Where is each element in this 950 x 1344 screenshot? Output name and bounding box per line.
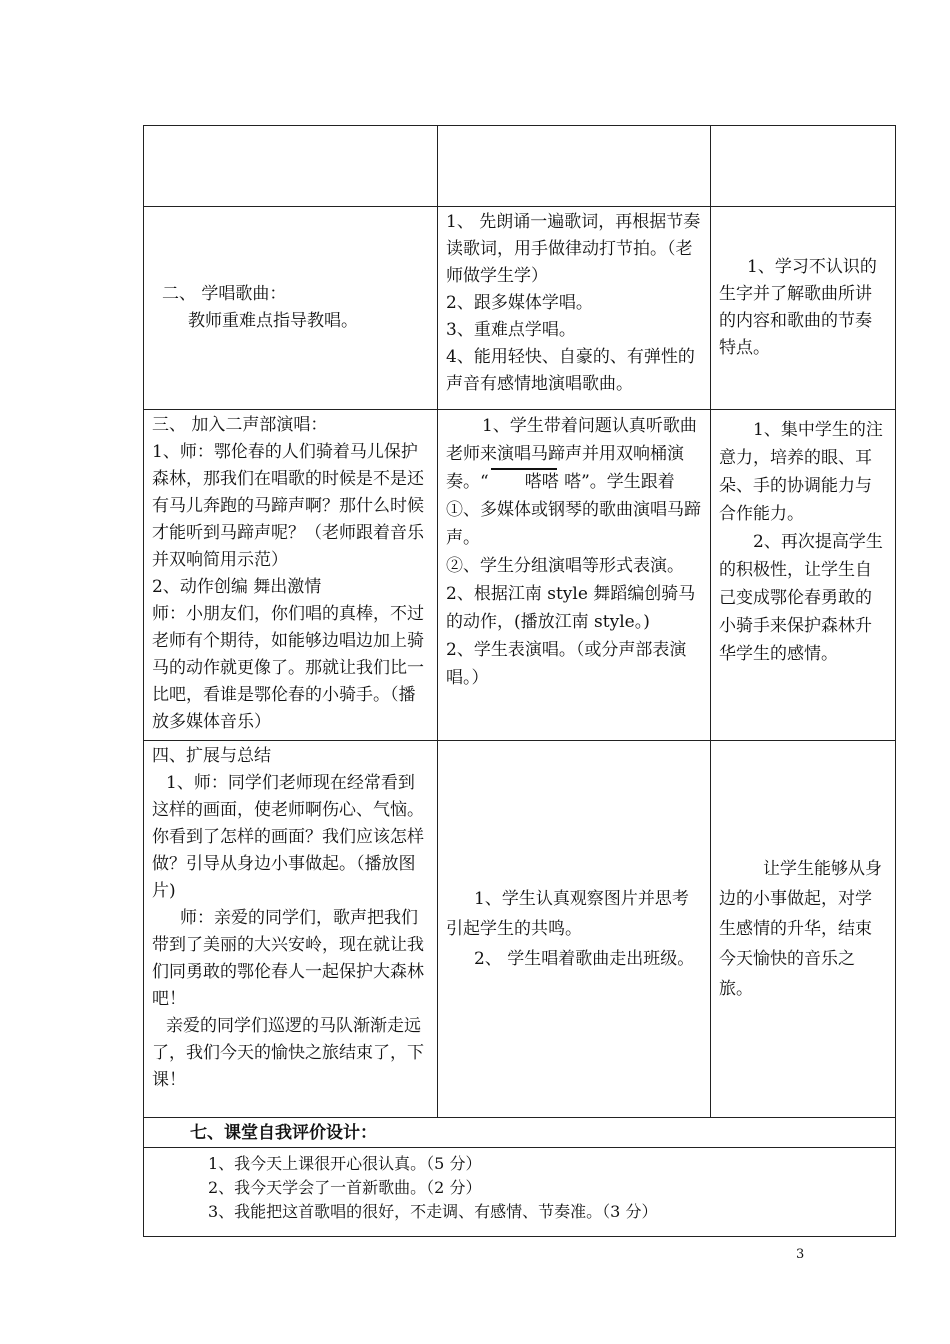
cell-text: ②、学生分组演唱等形式表演。: [446, 556, 684, 576]
empty-cell: [711, 126, 896, 207]
cell-text: 1、师：鄂伦春的人们骑着马儿保护森林，那我们在唱歌的时候是不是还有马儿奔跑的马蹄声啊？那什么时候才能听到马蹄声呢？（老师跟着音乐并双响简用示范）: [152, 442, 424, 570]
cell-text: 1、 先朗诵一遍歌词，再根据节奏读歌词，用手做律动打节拍。（老师做学生学）: [446, 212, 701, 286]
cell-text: 1、学生认真观察图片并思考引起学生的共鸣。: [446, 889, 689, 939]
empty-cell: [144, 126, 438, 207]
cell-text: 4、能用轻快、自豪的、有弹性的声音有感情地演唱歌曲。: [446, 347, 695, 394]
cell-text: 3、重难点学唱。: [446, 320, 576, 340]
cell-text: 2、再次提高学生的积极性，让学生自己变成鄂伦春勇敢的小骑手来保护森林升华学生的感情。: [719, 532, 883, 664]
cell-text-part: 嗒”。学生跟着①、多媒体或钢琴的歌曲演唱马蹄声。: [446, 472, 701, 548]
eval-heading: 七、课堂自我评价设计：: [144, 1118, 896, 1148]
eval-item: 1、我今天上课很开心很认真。（5 分）: [208, 1154, 482, 1173]
teacher-activity-cell: [144, 741, 438, 1118]
cell-text: 师：亲爱的同学们，歌声把我们带到了美丽的大兴安岭，现在就让我们同勇敢的鄂伦春人一起保护大森林吧！: [152, 908, 424, 1009]
table-row-learn-song: [144, 207, 896, 410]
table-row-two-part: [144, 410, 896, 741]
cell-text: 让学生能够从身边的小事做起，对学生感情的升华，结束今天愉快的音乐之旅。: [719, 859, 882, 999]
table-row-empty: [144, 126, 896, 207]
section-heading: 四、扩展与总结: [152, 746, 271, 766]
cell-text: 2、动作创编 舞出激情: [152, 577, 322, 597]
rhythm-marked-text: 嗒嗒: [489, 468, 559, 496]
lesson-plan-table: [143, 125, 896, 1237]
teacher-activity-cell: [144, 207, 438, 410]
student-activity-cell: [438, 207, 711, 410]
cell-text: 1、学习不认识的生字并了解歌曲所讲的内容和歌曲的节奏特点。: [719, 257, 877, 358]
student-activity-cell: [438, 741, 711, 1118]
design-intent-cell: [711, 741, 896, 1118]
teacher-activity-cell: [144, 410, 438, 741]
cell-text: 师：小朋友们，你们唱的真棒，不过老师有个期待，如能够边唱边加上骑马的动作就更像了。那就让我们比一比吧，看谁是鄂伦春的小骑手。（播放多媒体音乐）: [152, 604, 424, 732]
empty-cell: [438, 126, 711, 207]
design-intent-cell: [711, 410, 896, 741]
cell-text: 2、根据江南 style 舞蹈编创骑马的动作，(播放江南 style。): [446, 584, 696, 632]
section-heading: 三、 加入二声部演唱：: [152, 415, 328, 435]
student-activity-cell: [438, 410, 711, 741]
design-intent-cell: [711, 207, 896, 410]
eval-item: 2、我今天学会了一首新歌曲。（2 分）: [208, 1178, 482, 1197]
cell-text: 亲爱的同学们巡逻的马队渐渐走远了，我们今天的愉快之旅结束了，下课！: [152, 1016, 424, 1090]
cell-text: 1、师：同学们老师现在经常看到这样的画面，使老师啊伤心、气恼。你看到了怎样的画面？我们应该怎样做？引导从身边小事做起。（播放图片): [152, 773, 424, 901]
cell-text: 1、集中学生的注意力，培养的眼、耳朵、手的协调能力与合作能力。: [719, 420, 883, 524]
cell-text-part: 1、学生带着问题认真听歌曲老师来演唱马蹄声并用双响桶演奏。“: [446, 416, 697, 492]
cell-text: 2、学生表演唱。（或分声部表演唱。）: [446, 640, 687, 688]
table-row-eval-title: [144, 1118, 896, 1148]
page-number: 3: [796, 1247, 805, 1262]
table-row-summary: [144, 741, 896, 1118]
cell-text: 2、 学生唱着歌曲走出班级。: [474, 949, 695, 969]
cell-text: [446, 412, 702, 552]
table-row-eval-items: [144, 1148, 896, 1237]
section-heading: 二、 学唱歌曲：: [162, 284, 287, 304]
eval-item: 3、我能把这首歌唱的很好，不走调、有感情、节奏准。（3 分）: [208, 1202, 658, 1221]
eval-items-cell: [144, 1148, 896, 1237]
cell-text: 教师重难点指导教唱。: [188, 311, 358, 331]
cell-text: 2、跟多媒体学唱。: [446, 293, 593, 313]
